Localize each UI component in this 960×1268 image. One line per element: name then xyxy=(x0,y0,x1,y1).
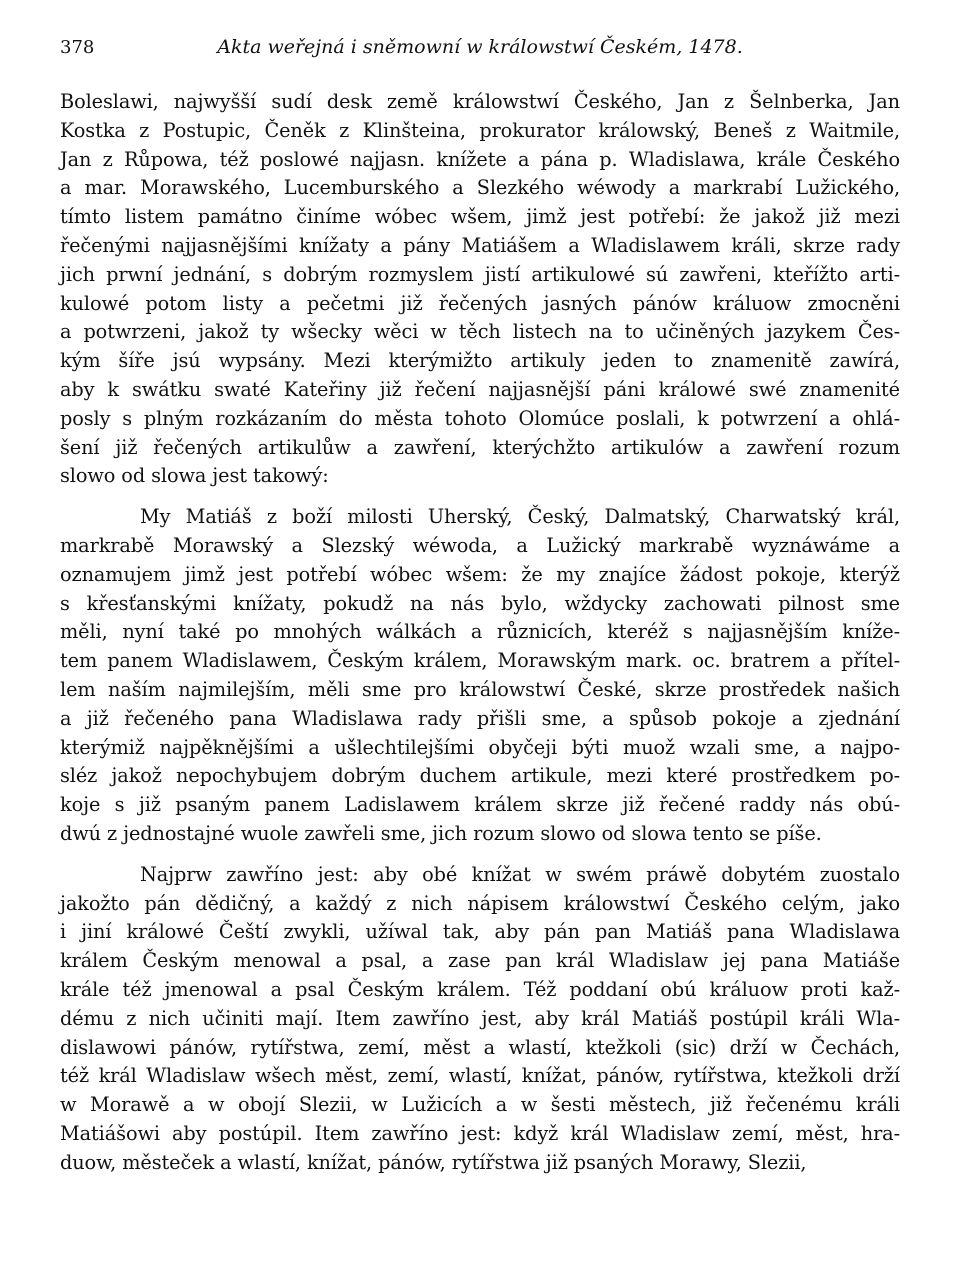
text-line: koje s již psaným panem Ladislawem králem skrze již řečené raddy nás obú- xyxy=(60,793,900,817)
text-line: oznamujem jimž jest potřebí wóbec wšem: že my znajíce žádost pokoje, kterýž xyxy=(60,562,900,586)
text-line: slowo od slowa jest takowý: xyxy=(60,464,329,488)
text-line: tem panem Wladislawem, Českým králem, Morawským mark. oc. bratrem a přítel- xyxy=(60,649,900,673)
text-line: w Morawě a w obojí Slezii, w Lužicích a w šesti městech, již řečenému králi xyxy=(60,1093,900,1117)
text-line: tímto listem památno činíme wóbec wšem, jimž jest potřebí: že jakož již mezi xyxy=(60,205,900,229)
text-line: My Matiáš z boží milosti Uherský, Český, Dalmatský, Charwatský král, xyxy=(140,505,900,529)
running-title: Akta weřejná i sněmowní w králowstwí Českém, 1478. xyxy=(217,36,743,58)
paragraph xyxy=(60,861,900,1178)
text-line: dému z nich učiniti mají. Item zawříno jest, aby král Matiáš postúpil králi Wla- xyxy=(60,1006,900,1030)
text-line: šení již řečených artikulůw a zawření, kterýchžto artikulów a zawření rozum xyxy=(60,435,900,459)
text-line: duow, městeček a wlastí, knížat, pánów, rytířstwa již psaných Morawy, Slezii, xyxy=(60,1150,807,1174)
text-line: a mar. Morawského, Lucemburského a Slezkého wéwody a markrabí Lužického, xyxy=(60,176,900,200)
text-line: kým šíře jsú wypsány. Mezi kterýmižto artikuly jeden to znamenitě zawírá, xyxy=(60,349,900,373)
text-line: sléz jakož nepochybujem dobrým duchem artikule, mezi které prostředkem po- xyxy=(60,764,900,788)
text-line: měli, nyní také po mnohých wálkách a různicích, kteréž s najjasnějším kníže- xyxy=(60,620,900,644)
text-line: a potwrzeni, jakož ty wšecky wěci w těch listech na to učiněných jazykem Čes- xyxy=(60,320,900,344)
page-header xyxy=(60,36,900,66)
text-line: s křesťanskými knížaty, pokudž na nás bylo, wždycky zachowati pilnost sme xyxy=(60,591,900,615)
text-line: Boleslawi, najwyšší sudí desk země králowstwí Českého, Jan z Šelnberka, Jan xyxy=(60,90,900,113)
document-page xyxy=(60,36,900,1177)
text-line: lem naším najmilejším, měli sme pro králowstwí České, skrze prostředek našich xyxy=(60,677,900,701)
text-line: aby k swátku swaté Kateřiny již řečení najjasnější páni králowé swé znamenité xyxy=(60,377,900,401)
text-line: Kostka z Postupic, Čeněk z Klinšteina, prokurator králowský, Beneš z Waitmile, xyxy=(60,118,900,142)
text-line: řečenými najjasnějšími knížaty a pány Matiášem a Wladislawem králi, skrze rady xyxy=(60,233,900,257)
text-line: dwú z jednostajné wuole zawřeli sme, jich rozum slowo od slowa tento se píše. xyxy=(60,821,822,845)
body-text xyxy=(60,88,900,1177)
paragraph xyxy=(60,88,900,491)
paragraph-gap xyxy=(60,849,900,861)
paragraph-gap xyxy=(60,491,900,503)
text-line: Matiášowi aby postúpil. Item zawříno jest: když král Wladislaw zemí, měst, hra- xyxy=(60,1121,900,1145)
text-line: Najprw zawříno jest: aby obé knížat w swém práwě dobytém zuostalo xyxy=(140,862,900,886)
text-line: jakožto pán dědičný, a každý z nich nápisem králowstwí Českého celým, jako xyxy=(60,891,900,915)
text-line: kterýmiž najpěknějšími a ušlechtilejšími obyčeji býti muož wzali sme, a najpo- xyxy=(60,735,900,759)
text-line: králem Českým menowal a psal, a zase pan král Wladislaw jej pana Matiáše xyxy=(60,949,900,973)
text-line: krále též jmenowal a psal Českým králem. Též poddaní obú králuow proti kaž- xyxy=(60,977,900,1001)
text-line: markrabě Morawský a Slezský wéwoda, a Lužický markrabě wyznáwáme a xyxy=(60,533,900,557)
text-line: posly s plným rozkázaním do města tohoto Olomúce poslali, k potwrzení a ohlá- xyxy=(60,406,900,430)
text-line: jich prwní jednání, s dobrým rozmyslem jistí artikulowé sú zawřeni, kteřížto arti- xyxy=(60,262,900,286)
text-line: i jiní králowé Čeští zwykli, užíwal tak, aby pán pan Matiáš pana Wladislawa xyxy=(60,920,900,944)
text-line: a již řečeného pana Wladislawa rady přišli sme, a spůsob pokoje a zjednání xyxy=(60,706,900,730)
text-line: Jan z Růpowa, též poslowé najjasn. knížete a pána p. Wladislawa, krále Českého xyxy=(60,147,900,171)
page-number: 378 xyxy=(60,37,95,58)
text-line: kulowé potom listy a pečetmi již řečených jasných pánów králuow zmocněni xyxy=(60,291,900,315)
text-line: též král Wladislaw wšech měst, zemí, wlastí, knížat, pánów, rytířstwa, ktežkoli drží xyxy=(60,1064,900,1088)
paragraph xyxy=(60,503,900,849)
text-line: dislawowi pánów, rytířstwa, zemí, měst a wlastí, ktežkoli (sic) drží w Čechách, xyxy=(60,1035,900,1059)
